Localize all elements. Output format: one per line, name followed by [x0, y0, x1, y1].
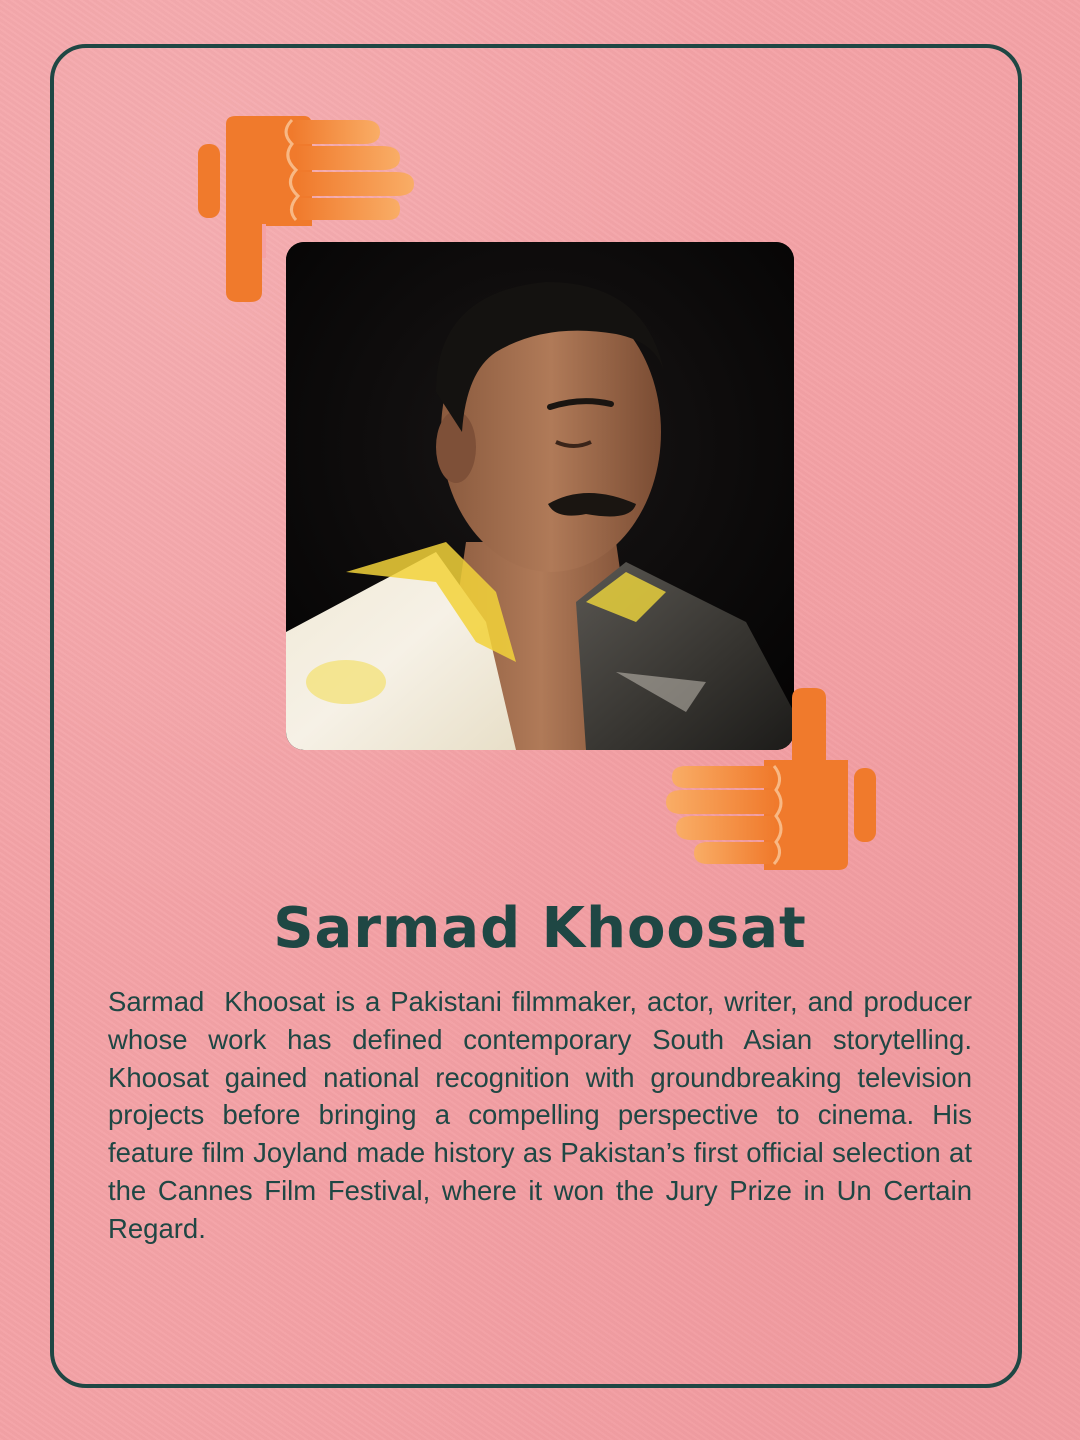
portrait-photo [286, 242, 794, 750]
profile-name: Sarmad Khoosat [273, 896, 807, 961]
profile-bio: Sarmad Khoosat is a Pakistani filmmaker, actor, writer, and producer whose work has defined contemporary South Asian storytelling. Khoosat gained national recognition with groundbreaking television projects before bringing a compelling perspective to cinema. His feature film Joyland made history as Pakistan’s first official selection at the Cannes Film Festival, where it won the Jury Prize in Un Certain Regard. [108, 986, 980, 1244]
thumbs-up-icon [664, 686, 882, 872]
